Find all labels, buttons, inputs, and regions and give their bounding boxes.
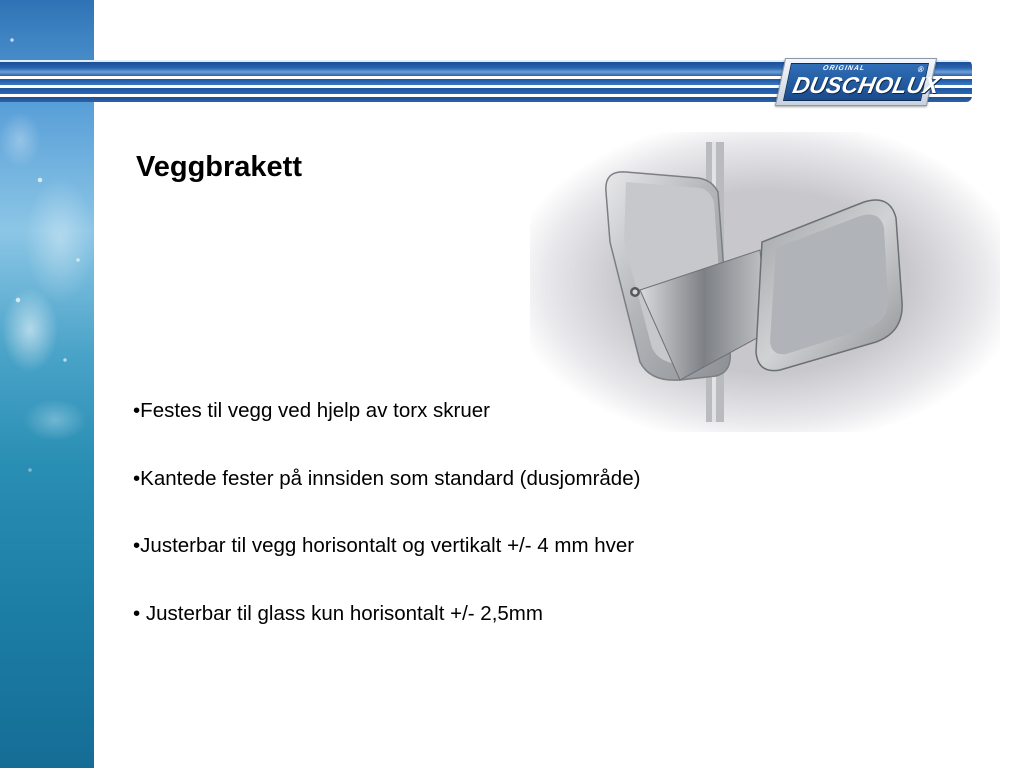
water-splash-background [0,0,94,768]
slide-title: Veggbrakett [136,151,302,183]
logo-inner-plate [783,63,942,101]
logo-registered-mark: ® [916,65,925,74]
bullet-item: •Justerbar til vegg horisontalt og vertikalt +/- 4 mm hver [133,534,635,557]
bullet-item: • Justerbar til glass kun horisontalt +/- 2,5mm [133,601,543,625]
logo-original-label: ORIGINAL [822,65,866,72]
bullet-item: •Kantede fester på innsiden som standard (dusjområde) [133,466,641,490]
bullet-item: •Festes til vegg ved hjelp av torx skruer [133,399,490,422]
bullet-list [133,398,640,668]
logo-brand-text: DUSCHOLUX [790,72,942,98]
duscholux-logo [775,58,942,106]
wall-bracket-photo [530,132,1000,432]
